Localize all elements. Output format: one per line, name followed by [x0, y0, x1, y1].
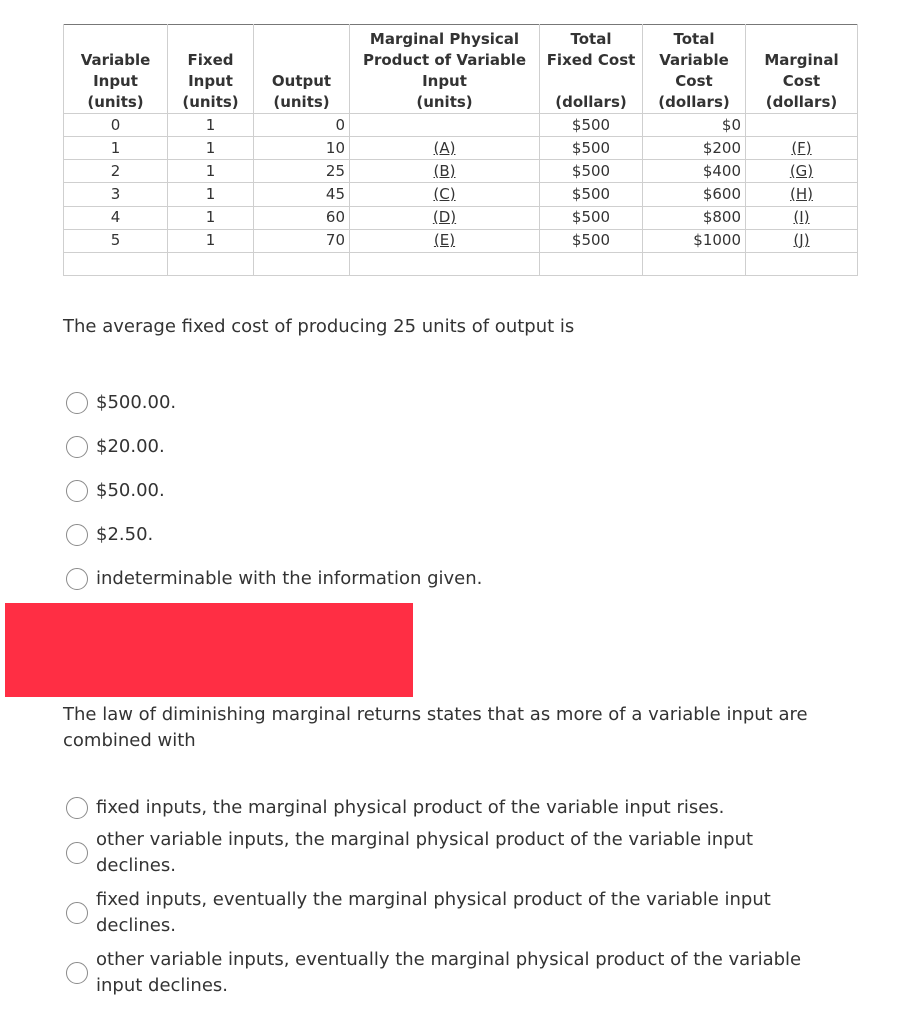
- header-total-variable-cost: Total Variable Cost (dollars): [643, 25, 746, 114]
- radio-button-icon[interactable]: [66, 842, 88, 864]
- radio-button-icon[interactable]: [66, 962, 88, 984]
- cell-mpp: (E): [350, 229, 540, 252]
- cell-mc: (J): [746, 229, 858, 252]
- table-row: [64, 183, 858, 206]
- cell-mpp: (A): [350, 137, 540, 160]
- cell-mc: (G): [746, 160, 858, 183]
- radio-button-icon[interactable]: [66, 480, 88, 502]
- q2-option-2[interactable]: [66, 825, 846, 881]
- question-2-text: The law of diminishing marginal returns states that as more of a variable input are combined with: [63, 704, 808, 751]
- cell-output: 60: [254, 206, 350, 229]
- cell-fixed-input: 1: [168, 160, 254, 183]
- cell-fixed-input: 1: [168, 206, 254, 229]
- header-row: [64, 25, 858, 114]
- cell-tfc: $500: [540, 206, 643, 229]
- option-label: $50.00.: [96, 480, 165, 501]
- cell-mc: [746, 114, 858, 137]
- question-1-options: [66, 381, 846, 601]
- cell-tvc: $200: [643, 137, 746, 160]
- table-row: [64, 160, 858, 183]
- cost-table: [63, 24, 858, 276]
- cell-output: 25: [254, 160, 350, 183]
- table-row: [64, 206, 858, 229]
- cell-output: 0: [254, 114, 350, 137]
- cell-tvc: $1000: [643, 229, 746, 252]
- cell-mc: (I): [746, 206, 858, 229]
- header-total-fixed-cost: Total Fixed Cost (dollars): [540, 25, 643, 114]
- option-label: $20.00.: [96, 436, 165, 457]
- cell-tvc: $400: [643, 160, 746, 183]
- cell-variable-input: 0: [64, 114, 168, 137]
- radio-button-icon[interactable]: [66, 524, 88, 546]
- table-row: [64, 137, 858, 160]
- cell-tvc: $600: [643, 183, 746, 206]
- cell-tfc: $500: [540, 114, 643, 137]
- redaction-block: [5, 603, 413, 697]
- option-label: other variable inputs, eventually the marginal physical product of the variable input declines.: [96, 949, 802, 996]
- cell-variable-input: 1: [64, 137, 168, 160]
- cell-mpp: (C): [350, 183, 540, 206]
- cell-tfc: $500: [540, 160, 643, 183]
- cell-output: 70: [254, 229, 350, 252]
- q2-option-3[interactable]: [66, 885, 846, 941]
- q1-option-3[interactable]: [66, 469, 846, 513]
- radio-button-icon[interactable]: [66, 797, 88, 819]
- table-row: [64, 114, 858, 137]
- cell-mpp: (B): [350, 160, 540, 183]
- cell-tfc: $500: [540, 229, 643, 252]
- cell-tvc: $0: [643, 114, 746, 137]
- option-label: indeterminable with the information given.: [96, 568, 483, 589]
- cell-mpp: (D): [350, 206, 540, 229]
- option-label: fixed inputs, the marginal physical product of the variable input rises.: [96, 797, 725, 818]
- radio-button-icon[interactable]: [66, 902, 88, 924]
- table-row: [64, 229, 858, 252]
- cell-variable-input: 4: [64, 206, 168, 229]
- radio-button-icon[interactable]: [66, 436, 88, 458]
- cell-tvc: $800: [643, 206, 746, 229]
- cell-fixed-input: 1: [168, 137, 254, 160]
- question-1-text: The average fixed cost of producing 25 units of output is: [63, 316, 575, 337]
- cell-fixed-input: 1: [168, 114, 254, 137]
- q1-option-4[interactable]: [66, 513, 846, 557]
- header-marginal-cost: Marginal Cost (dollars): [746, 25, 858, 114]
- cell-output: 45: [254, 183, 350, 206]
- q2-option-1[interactable]: [66, 793, 846, 823]
- cell-tfc: $500: [540, 183, 643, 206]
- q2-option-4[interactable]: [66, 945, 846, 1001]
- cell-variable-input: 3: [64, 183, 168, 206]
- radio-button-icon[interactable]: [66, 392, 88, 414]
- cell-variable-input: 5: [64, 229, 168, 252]
- radio-button-icon[interactable]: [66, 568, 88, 590]
- question-2-options: [66, 793, 846, 1001]
- cell-tfc: $500: [540, 137, 643, 160]
- cell-mc: (F): [746, 137, 858, 160]
- option-label: $500.00.: [96, 392, 177, 413]
- cell-variable-input: 2: [64, 160, 168, 183]
- header-output: Output (units): [254, 25, 350, 114]
- q1-option-5[interactable]: [66, 557, 846, 601]
- cell-fixed-input: 1: [168, 183, 254, 206]
- option-label: fixed inputs, eventually the marginal physical product of the variable input declines.: [96, 889, 771, 936]
- option-label: other variable inputs, the marginal physical product of the variable input declines.: [96, 829, 754, 876]
- cell-mpp: [350, 114, 540, 137]
- q1-option-2[interactable]: [66, 425, 846, 469]
- header-mpp: Marginal Physical Product of Variable Input (units): [350, 25, 540, 114]
- cell-output: 10: [254, 137, 350, 160]
- cell-fixed-input: 1: [168, 229, 254, 252]
- header-variable-input: Variable Input (units): [64, 25, 168, 114]
- q1-option-1[interactable]: [66, 381, 846, 425]
- header-fixed-input: Fixed Input (units): [168, 25, 254, 114]
- cell-mc: (H): [746, 183, 858, 206]
- table-row-empty: [64, 252, 858, 275]
- option-label: $2.50.: [96, 524, 154, 545]
